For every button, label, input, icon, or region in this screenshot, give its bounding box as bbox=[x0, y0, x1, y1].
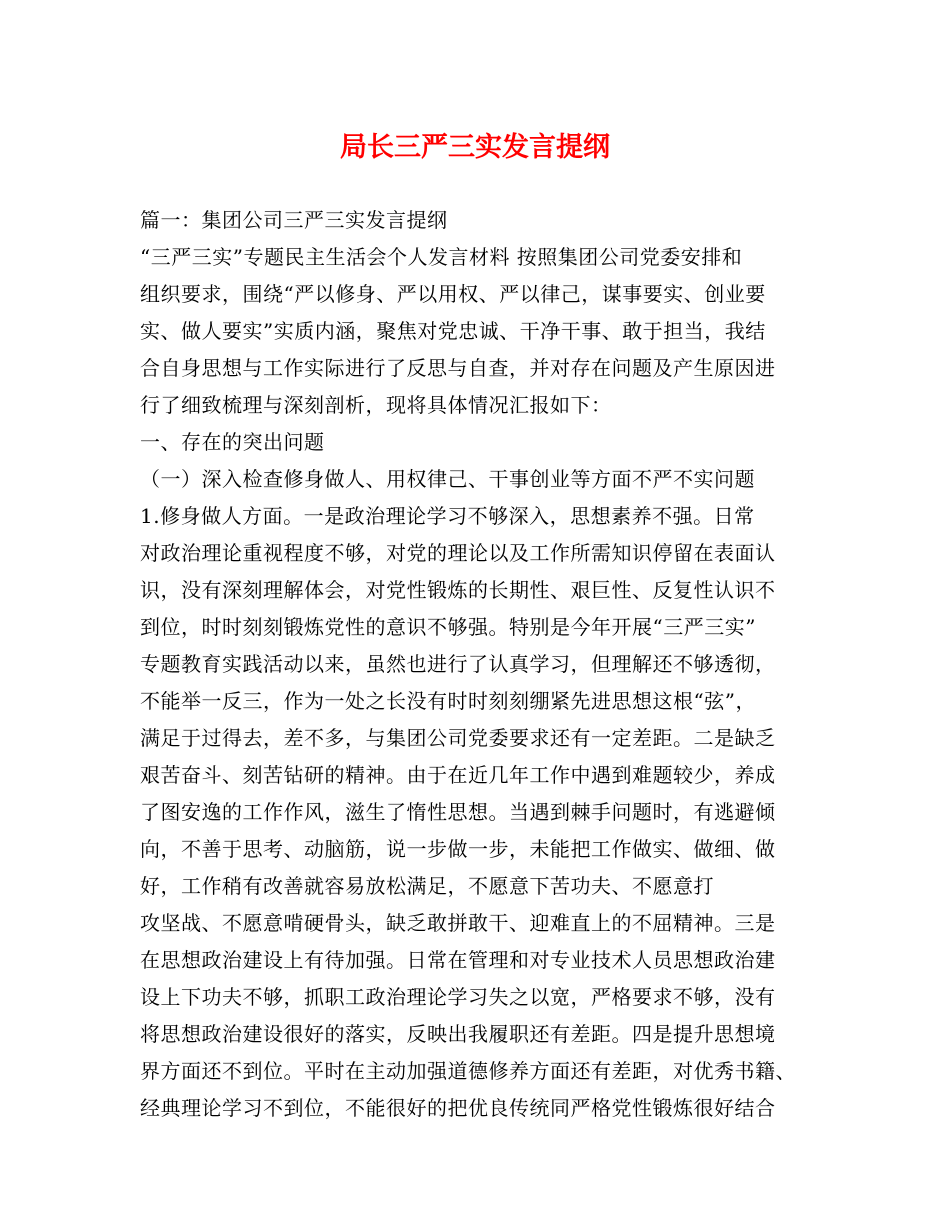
body-line: 专题教育实践活动以来，虽然也进行了认真学习，但理解还不够透彻， bbox=[140, 652, 776, 676]
body-line: 篇一：集团公司三严三实发言提纲 bbox=[140, 208, 448, 232]
document-title: 局长三严三实发言提纲 bbox=[340, 132, 610, 163]
body-line: 满足于过得去，差不多，与集团公司党委要求还有一定差距。二是缺乏 bbox=[140, 726, 776, 750]
body-line: 了图安逸的工作作风，滋生了惰性思想。当遇到棘手问题时，有逃避倾 bbox=[140, 800, 776, 824]
body-line: 向，不善于思考、动脑筋，说一步做一步，未能把工作做实、做细、做 bbox=[140, 837, 776, 861]
body-line: 将思想政治建设很好的落实，反映出我履职还有差距。四是提升思想境 bbox=[140, 1022, 776, 1046]
body-line: 设上下功夫不够，抓职工政治理论学习失之以宽，严格要求不够，没有 bbox=[140, 985, 776, 1009]
body-line: 到位，时时刻刻锻炼党性的意识不够强。特别是今年开展“三严三实” bbox=[140, 615, 756, 639]
body-line: 合自身思想与工作实际进行了反思与自查，并对存在问题及产生原因进 bbox=[140, 356, 776, 380]
body-line: 不能举一反三，作为一处之长没有时时刻刻绷紧先进思想这根“弦”， bbox=[140, 689, 756, 713]
body-line: 组织要求，围绕“严以修身、严以用权、严以律己，谋事要实、创业要 bbox=[140, 282, 766, 306]
body-line: 在思想政治建设上有待加强。日常在管理和对专业技术人员思想政治建 bbox=[140, 948, 776, 972]
body-line: 经典理论学习不到位，不能很好的把优良传统同严格党性锻炼很好结合 bbox=[140, 1096, 776, 1120]
body-line: 识，没有深刻理解体会，对党性锻炼的长期性、艰巨性、反复性认识不 bbox=[140, 578, 776, 602]
body-line: 艰苦奋斗、刻苦钻研的精神。由于在近几年工作中遇到难题较少，养成 bbox=[140, 763, 776, 787]
body-line: 1.修身做人方面。一是政治理论学习不够深入，思想素养不强。日常 bbox=[140, 504, 755, 528]
body-line: 一、存在的突出问题 bbox=[140, 430, 325, 454]
body-line: 好，工作稍有改善就容易放松满足，不愿意下苦功夫、不愿意打 bbox=[140, 874, 714, 898]
body-line: 对政治理论重视程度不够，对党的理论以及工作所需知识停留在表面认 bbox=[140, 541, 776, 565]
body-line: 实、做人要实”实质内涵，聚焦对党忠诚、干净干事、敢于担当，我结 bbox=[140, 319, 766, 343]
body-line: “三严三实”专题民主生活会个人发言材料 按照集团公司党委安排和 bbox=[140, 245, 743, 269]
body-line: （一）深入检查修身做人、用权律己、干事创业等方面不严不实问题 bbox=[140, 467, 755, 491]
body-line: 界方面还不到位。平时在主动加强道德修养方面还有差距，对优秀书籍、 bbox=[140, 1059, 796, 1083]
document-body bbox=[140, 202, 820, 1127]
body-line: 行了细致梳理与深刻剖析，现将具体情况汇报如下： bbox=[140, 393, 612, 417]
body-line: 攻坚战、不愿意啃硬骨头，缺乏敢拼敢干、迎难直上的不屈精神。三是 bbox=[140, 911, 776, 935]
